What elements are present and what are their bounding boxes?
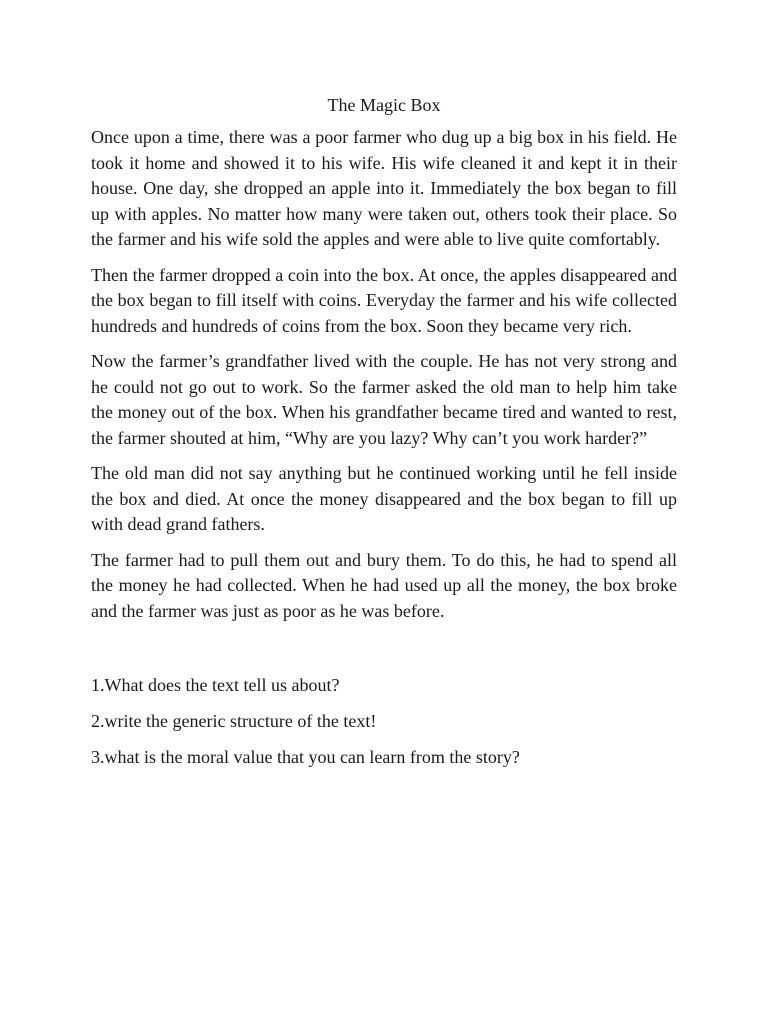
document-page — [91, 92, 677, 780]
question-list — [91, 672, 677, 770]
question-3: 3.what is the moral value that you can learn from the story? — [91, 747, 520, 767]
story-paragraph-3: Now the farmer’s grandfather lived with the couple. He has not very strong and he could not go out to work. So the farmer asked the old man to help him take the money out of the box. When his grandfather became tired and wanted to rest, the farmer shouted at him, “Why are you lazy? Why can’t you work harder?” — [91, 351, 677, 448]
question-1: 1.What does the text tell us about? — [91, 675, 340, 695]
question-2: 2.write the generic structure of the text! — [91, 711, 377, 731]
document-title: The Magic Box — [327, 95, 441, 115]
story-body — [91, 125, 677, 624]
story-paragraph-4: The old man did not say anything but he continued working until he fell inside the box and died. At once the money disappeared and the box began to fill up with dead grand fathers. — [91, 463, 677, 534]
story-paragraph-1: Once upon a time, there was a poor farmer who dug up a big box in his field. He took it home and showed it to his wife. His wife cleaned it and kept it in their house. One day, she dropped an apple into it. Immediately the box began to fill up with apples. No matter how many were taken out, others took their place. So the farmer and his wife sold the apples and were able to live quite comfortably. — [91, 127, 677, 249]
story-paragraph-5: The farmer had to pull them out and bury them. To do this, he had to spend all the money he had collected. When he had used up all the money, the box broke and the farmer was just as poor as he was before. — [91, 549, 677, 621]
story-paragraph-2: Then the farmer dropped a coin into the box. At once, the apples disappeared and the box began to fill itself with coins. Everyday the farmer and his wife collected hundreds and hundreds of coins from the box. Soon they became very rich. — [91, 264, 677, 336]
